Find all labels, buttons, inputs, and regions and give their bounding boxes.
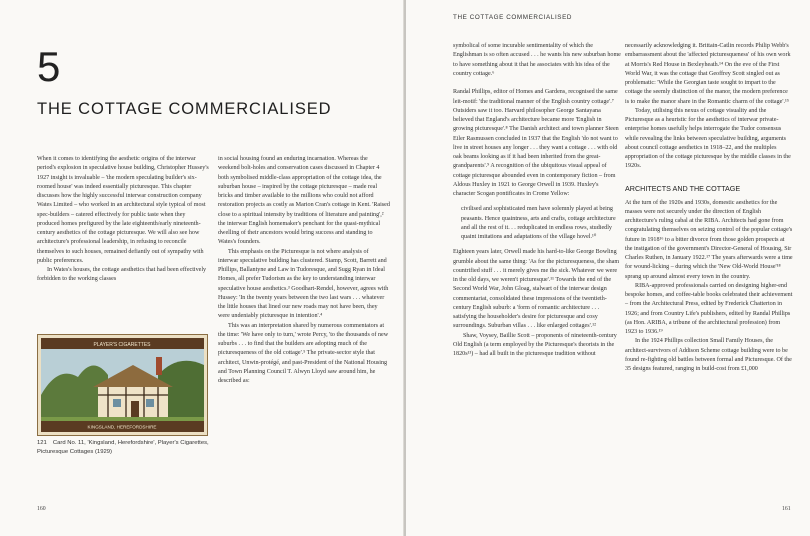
right-page (406, 0, 810, 536)
paragraph: Shaw, Voysey, Baillie Scott – proponents of nineteenth-century Old English (a term employed by the Picturesque's theorists in the 1820s¹³) – had all built in the picturesque tradition without (453, 332, 617, 357)
quote-continuation: symbolical of some incurable sentimentality of which the Englishman is so often accused . . . he wants his new suburban home to have something about it that he associates with his idea of the country cottage.⁶ (453, 43, 621, 77)
paragraph: In the 1924 Phillips collection Small Family Houses, the architect-survivors of Addison Scheme cottage building were to be found re-fighting old battles between formal and Picturesque. Of the 35 designs featured, ranging in build-cost from £1,000 (625, 338, 792, 372)
paragraph: This was an interpretation shared by numerous commentators at the time: 'We have only to turn,' wrote Percy, 'to the thousands of new suburbs . . . to find that the builders are adopting much of the picturesqueness of the old cottage'.⁵ The private-sector style that architect, Unwin-protégé, and past-President of the National Housing and Town Planning Council T. Alwyn Lloyd saw around him, he described as: (218, 322, 389, 384)
paragraph: Today, utilising this nexus of cottage visuality and the Picturesque as a heuristic for the aesthetics of interwar private-enterprise homes usefully helps interrogate the Tudor consensus while revealing the links between speculative building, arguments about council cottage aesthetics in 1918–22, and the multiples appropriation of the cottage picturesque by the middle classes in the 1920s. (625, 107, 791, 170)
paragraph: in social housing found an enduring incarnation. Whereas the weekend bolt-holes and conservation cases discussed in Chapter 4 both symbolised middle-class appropriation of the cottage idea, the suburban house – inspired by the cottage picturesque – made real bricks and timber available to the millions who could not afford restoration projects as costly as Marion Cran's cottage in Kent. 'Raised close to a spiritual intensity by traditions of literature and painting',² the interwar English homemaker's penchant for the quasi-mythical dwelling of their ancestors would bring success and standing to Wates's founders. (218, 156, 390, 246)
cottage-illustration (38, 335, 207, 435)
paragraph: At the turn of the 1920s and 1930s, domestic aesthetics for the masses were not securely under the direction of English architecture's ruling cabal at the RIBA. Architects had gone from congratulating themselves on seizing control of the popular cottage's future in 1918¹⁶ to a bitter divorce from those golden prospects at the instigation of the government's Director-General of Housing, Sir Charles Ruthen, in January 1922.¹⁷ The years afterwards were a time for wound-licking – during which the 'New Old-World House'¹⁸ sprang up around almost every town in the country. (625, 199, 793, 280)
left-column-1 (37, 155, 209, 285)
card-footer: KINGSLAND, HEREFORDSHIRE (87, 424, 157, 430)
card-header: PLAYER'S CIGARETTES (93, 342, 151, 348)
chapter-title: THE COTTAGE COMMERCIALISED (37, 100, 332, 118)
figure-caption (37, 439, 227, 456)
paragraph: In Wates's houses, the cottage aesthetics that had been effectively forbidden to the working classes (37, 267, 207, 283)
paragraph: Randal Phillips, editor of Homes and Gardens, recognised the same leit-motif: 'the traditional manner of the English country cottage'.⁷ Outsiders saw it too. Harvard philosopher George Santayana believed that England's architecture became more 'English in growing picturesque'.⁸ The Danish architect and town planner Steen Eiler Rasmussen concluded in 1937 that the English 'do not want to live in street houses any longer . . . they want a cottage . . . with old oak beams looking as if it had been inherited from the great-grandparents'.⁹ A recognition of the ubiquitous visual appeal of cottage picturesque abounded even in contemporary fiction – from Aldous Huxley in 1921 to George Orwell in 1939. Huxley's character Scogan pontificates in Crome Yellow: (453, 89, 619, 197)
right-column-2 (625, 42, 793, 374)
block-quote: civilised and sophisticated men have solemnly played at being peasants. Hence quaintness, arts and crafts, cottage architecture and all the rest of it. . . reduplicated in endless rows, studiedly quaint imitations and adaptations of the village hovel.¹⁰ (461, 206, 616, 240)
paragraph: When it comes to identifying the aesthetic origins of the interwar period's explosion in speculative house building, Christopher Hussey's 1927 insight is invaluable – 'the modern speculating builder's six-roomed house' was indeed essentially picturesque. This chapter discusses how the highly successful interwar construction company Wates Limited – who worked in an architectural style typical of most spec-builders – catered effectively for public taste when they produced homes prefigured by the late eighteenth/early nineteenth-century aesthetics of the cottage picturesque. We will also see how architecture's professional leadership, in refusing to reconcile themselves to such houses, remained defiantly out of sympathy with public preferences. (37, 156, 209, 264)
running-head: THE COTTAGE COMMERCIALISED (453, 14, 573, 21)
caption-text: Card No. 11, 'Kingsland, Herefordshire', Player's Cigarettes, Picturesque Cottages (1929) (37, 440, 209, 455)
page-number-right: 161 (782, 506, 791, 512)
right-column-1 (453, 42, 621, 359)
left-page (0, 0, 404, 536)
chapter-number: 5 (37, 43, 61, 90)
paragraph: RIBA-approved professionals carried on designing higher-end bespoke homes, and coffee-table books celebrated their achievement – from the Architectural Press, edited by Frederick Chatterton in 1926; and from Country Life's publishers, edited by Randal Phillips (as Hon. ARIBA, a tribune of the architectural profession) from 1923 to 1936.¹⁹ (625, 282, 793, 335)
page-number-left: 160 (37, 506, 46, 512)
paragraph: Eighteen years later, Orwell made his hard-to-like George Bowling grumble about the same thing: 'As for the picturesqueness, the sham countrified stuff . . . it merely gives me the sick. Whatever we were in the old days, we weren't picturesque'.¹¹ Towards the end of the Second World War, John Gloag, stalwart of the interwar design commentariat, consolidated these impressions of the twentieth-century English suburb: a 'form of romantic architecture . . . satisfying the householder's desire for picturesque and cosy surroundings. Suburban villas . . . like enlarged cottages'.¹² (453, 249, 620, 330)
paragraph: necessarily acknowledging it. Brittain-Catlin records Philip Webb's embarrassment about the 'affected picturesqueness' of his own work at Morris's Red House in Bexleyheath.¹⁴ On the eve of the First World War, it was the cottage that Geoffrey Scott singled out as problematic: 'While the Georgian taste sought to impart to the cottage the seemly distinction of the manor, the modern preference is to make the manor share in the Romantic charm of the cottage'.¹⁵ (625, 43, 791, 105)
paragraph: This emphasis on the Picturesque is not where analysis of interwar speculative building has clustered. Stamp, Scott, Barrett and Phillips, Ballantyne and Law in Tudoresque, and Sugg Ryan in Ideal Homes, all prefer Tudorism as the key to understanding interwar speculative house aesthetics.³ Goodhart-Rendel, however, agrees with Hussey: 'In the twenty years between the two last wars . . . whatever the little houses that lined our new roads may not have been, they were undeniably picturesque in intention'.⁴ (218, 248, 389, 320)
section-heading: ARCHITECTS AND THE COTTAGE (625, 183, 741, 193)
figure-number: 121 (37, 440, 47, 446)
cigarette-card-image (37, 334, 208, 436)
left-column-2 (218, 155, 390, 386)
